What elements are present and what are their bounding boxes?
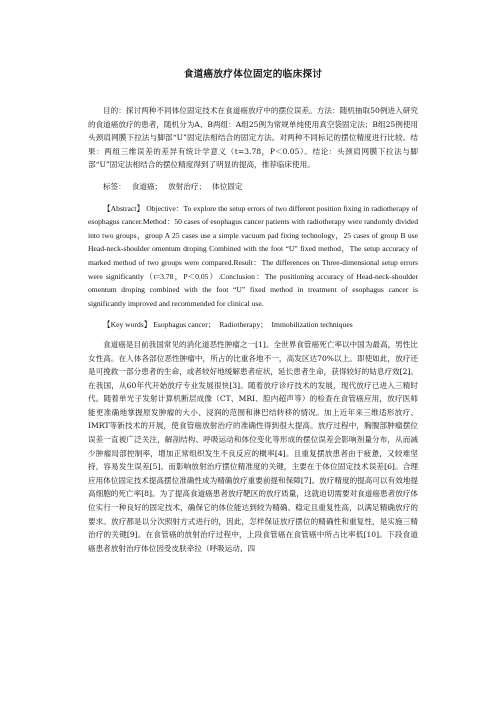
keywords-en-text: Esophagus cancer； Radiotherapy； Immobilization techniques: [153, 320, 353, 330]
paper-title: 食道癌放疗体位固定的临床探讨: [183, 69, 323, 80]
keyword-cn-2: 放射治疗；: [168, 181, 207, 191]
abstract-cn: 目的：探讨两种不同体位固定技术在食道癌放疗中的摆位误差。方法：随机抽取50例进入研究的食道癌放疗的患者，随机分为A、B两组：A组25例为常规单纯使用真空袋固定法；B组25例使用头颈肩网膜下拉法与脚部“U”固定法相结合的固定方法。对两种不同标记的摆位精度进行比较。结果：两组三维误差的差异有统计学意义（t=3.78，P＜0.05）。结论：头颈肩网膜下拉法与脚部“U”固定法相结合的摆位精度得到了明显的提高，推荐临床使用。: [88, 106, 419, 170]
body-text: 食道癌是目前我国常见的消化道恶性肿瘤之一[1]。全世界食管癌死亡率以中国为最高，男性比女性高。在人体各部位恶性肿瘤中，所占的比重各地不一，高发区达70%以上。即使如此，放疗还是可挽救一部分患者的生命，或者较好地缓解患者症状，延长患者生命，获得较好的姑息疗效[2]。在我国，从60年代开始放疗专业发展很快[3]。随着放疗诊疗技术的发展，现代放疗已进入三精时代。随着单光子发射计算机断层成像（CT、MRI、腔内超声等）的检查在食管癌应用，放疗医师能更准确地掌握原发肿瘤的大小、浸润的范围和淋巴结转移的情况。加上近年来三维适形放疗、IMRT等新技术的开展，使食管癌放射治疗的准确性得到很大提高。放疗过程中，胸腹部肿瘤摆位误差一直被广泛关注，解剖结构、呼吸运动和体位变化等形成的摆位误差会影响剂量分布，从而减少肿瘤局部控制率，增加正常组织发生不良反应的概率[4]。且重复摆放患者由于疲惫，又较难坚持，容易发生误差[5]。而影响放射治疗摆位精准度的关键，主要在于体位固定技术误差[6]。合理应用体位固定技术提高摆位准确性成为精确放疗重要前提和保障[7]。放疗精度的提高可以有效地提高细胞的死亡率[8]。为了提高食道癌患者放疗靶区的放疗质量，这就迫切需要对食道癌患者放疗体位实行一种良好的固定技术，确保它的体位能达到较为精确、稳定且重复性高，以满足精确放疗的要求。放疗都是以分次照射方式进行的，因此，怎样保证放疗摆位的精确性和重复性，是实施三精治疗的关键[9]。在食管癌的放射治疗过程中，上段食管癌在食管癌中所占比率低[10]。下段食道癌患者放射治疗体位因受皮肤牵拉（呼吸运动、四: [88, 339, 418, 553]
abstract-en-text: Objective：To explore the setup errors of two different position fixing in radiotherapy of esophagus cancer.Method：50 cases of esophagus cancer patients with radiotherapy were randomly divided into two groups，group A 25 cases use a simple vacuum pad fixing technology，25 cases of group B use Head-neck-shoulder omentum droping Combined with the foot “U” fixed method，The setup accuracy of marked method of two groups were compared.Result：The differences on Three-dimensional setup errors were significantly（t=3.78，P＜0.05）.Conclusion：The positioning accuracy of Head-neck-shoulder omentum droping combined with the foot “U” fixed method in treatment of esophagus cancer is significantly improved and recommended for clinical use.: [88, 203, 418, 308]
keyword-cn-3: 体位固定: [212, 181, 243, 191]
keywords-en-label: 【Key words】: [103, 320, 152, 330]
abstract-en: [88, 202, 418, 311]
keyword-cn-1: 食道癌；: [131, 181, 163, 191]
paper-page: [88, 66, 418, 555]
keywords-cn-label: 标签：: [103, 181, 126, 191]
keywords-cn: [88, 180, 418, 194]
abstract-en-label: 【Abstract】: [103, 203, 145, 213]
keywords-en: [88, 318, 418, 332]
